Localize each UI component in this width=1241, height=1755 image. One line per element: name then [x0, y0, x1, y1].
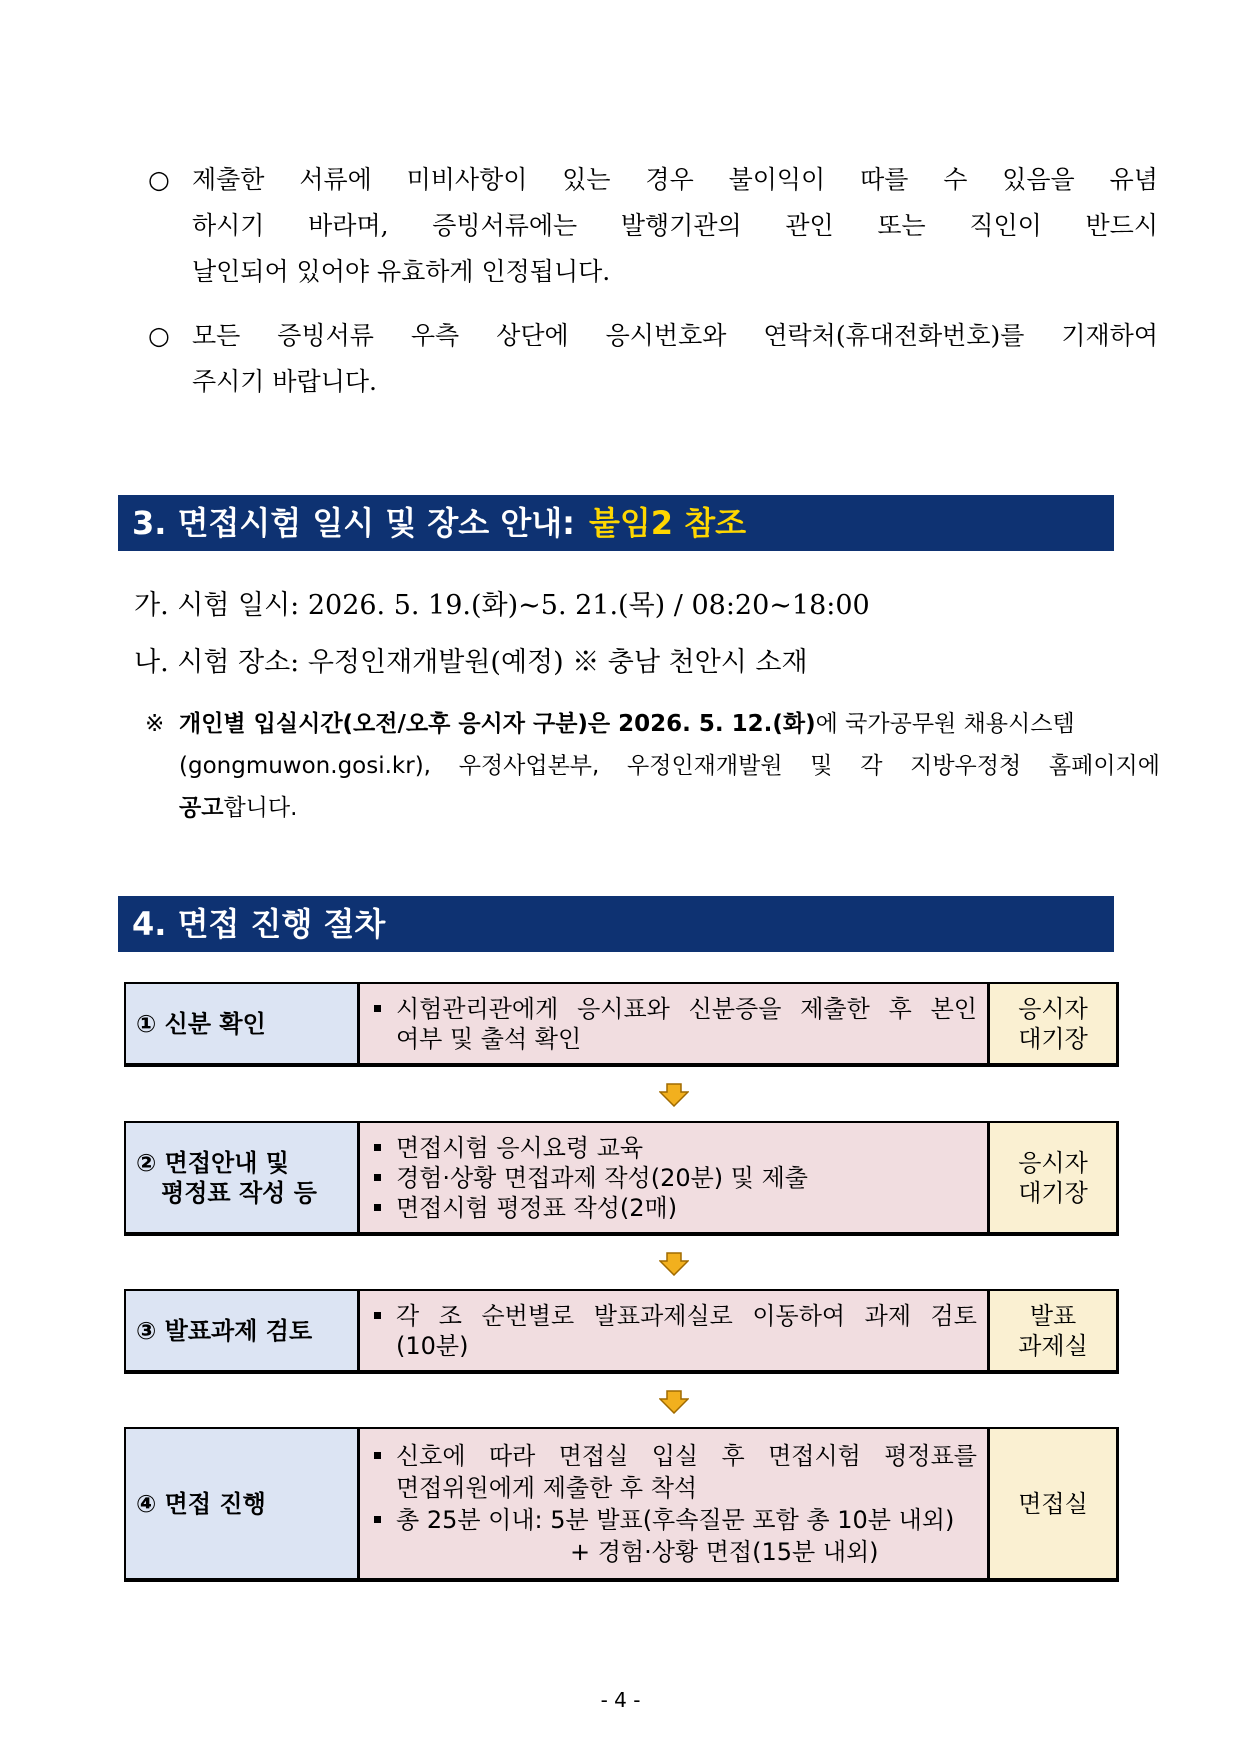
exam-date-line: 가. 시험 일시: 2026. 5. 19.(화)∼5. 21.(목) / 08:20∼18:00: [134, 590, 870, 621]
step-location-cell: 발표 과제실: [988, 1289, 1119, 1374]
circle-bullet: ○: [148, 165, 170, 194]
step-content-cell: [358, 982, 990, 1067]
para2-line1: 모든 증빙서류 우측 상단에 응시번호와 연락처(휴대전화번호)를 기재하여: [192, 321, 1158, 350]
square-bullet-icon: [374, 1312, 381, 1319]
section-3-header: [118, 495, 1114, 551]
step-label: ④ 면접 진행: [136, 1489, 266, 1518]
step-content-cell: [358, 1121, 990, 1236]
step-label: ① 신분 확인: [136, 1009, 266, 1038]
step-content-cell: [358, 1289, 990, 1374]
procedure-step-2: [124, 1121, 1119, 1236]
circle-bullet: ○: [148, 321, 170, 350]
arrow-down-icon: [659, 1083, 689, 1107]
step-item: 면접시험 평정표 작성(2매): [370, 1193, 977, 1223]
paragraph-lines: [192, 157, 1158, 295]
step-label-cell: [124, 982, 360, 1067]
step-item: 각 조 순번별로 발표과제실로 이동하여 과제 검토 (10분): [370, 1301, 977, 1361]
step-location-cell: 응시자 대기장: [988, 1121, 1119, 1236]
square-bullet-icon: [374, 1452, 381, 1459]
section-4-header: [118, 896, 1114, 952]
step-label-cell: [124, 1121, 360, 1236]
step-label: 평정표 작성 등: [136, 1178, 317, 1207]
step-item: 경험·상황 면접과제 작성(20분) 및 제출: [370, 1163, 977, 1193]
step-item: 총 25분 이내: 5분 발표(후속질문 포함 총 10분 내외) + 경험·상황 면접(15분 내외): [370, 1504, 977, 1568]
step-label-cell: [124, 1427, 360, 1582]
square-bullet-icon: [374, 1144, 381, 1151]
step-content-cell: [358, 1427, 990, 1582]
square-bullet-icon: [374, 1516, 381, 1523]
note-line3: 공고합니다.: [179, 795, 298, 821]
step-item: 시험관리관에게 응시표와 신분증을 제출한 후 본인 여부 및 출석 확인: [370, 994, 977, 1054]
procedure-step-3: [124, 1289, 1119, 1374]
square-bullet-icon: [374, 1204, 381, 1211]
step-label: ③ 발표과제 검토: [136, 1316, 313, 1345]
step-item: 면접시험 응시요령 교육: [370, 1133, 977, 1163]
section-3-reference: 붙임2 참조: [588, 504, 747, 542]
para1-line3: 날인되어 있어야 유효하게 인정됩니다.: [192, 257, 611, 286]
step-item: 신호에 따라 면접실 입실 후 면접시험 평정표를 면접위원에게 제출한 후 착석: [370, 1440, 977, 1504]
step-location-cell: 응시자 대기장: [988, 982, 1119, 1067]
note-line1: 개인별 입실시간(오전/오후 응시자 구분)은 2026. 5. 12.(화)에 국가공무원 채용시스템: [179, 711, 1075, 737]
step-label: ② 면접안내 및: [136, 1148, 289, 1177]
arrow-down-icon: [659, 1390, 689, 1414]
procedure-step-4: [124, 1427, 1119, 1582]
page-number: - 4 -: [600, 1688, 641, 1712]
square-bullet-icon: [374, 1174, 381, 1181]
exam-place-line: 나. 시험 장소: 우정인재개발원(예정) ※ 충남 천안시 소재: [134, 647, 808, 678]
procedure-step-1: [124, 982, 1119, 1067]
para2-line2: 주시기 바랍니다.: [192, 367, 377, 396]
paragraph-lines: [192, 313, 1158, 405]
reference-mark: ※: [145, 711, 165, 737]
note-line2: (gongmuwon.gosi.kr), 우정사업본부, 우정인재개발원 및 각 지방우정청 홈페이지에: [179, 753, 1160, 779]
step-location-cell: 면접실: [988, 1427, 1119, 1582]
arrow-down-icon: [659, 1252, 689, 1276]
para1-line2: 하시기 바라며, 증빙서류에는 발행기관의 관인 또는 직인이 반드시: [192, 211, 1158, 240]
section-3-title: 3. 면접시험 일시 및 장소 안내:: [132, 504, 575, 542]
para1-line1: 제출한 서류에 미비사항이 있는 경우 불이익이 따를 수 있음을 유념: [192, 165, 1158, 194]
section-4-title: 4. 면접 진행 절차: [132, 905, 386, 943]
square-bullet-icon: [374, 1005, 381, 1012]
step-label-cell: [124, 1289, 360, 1374]
